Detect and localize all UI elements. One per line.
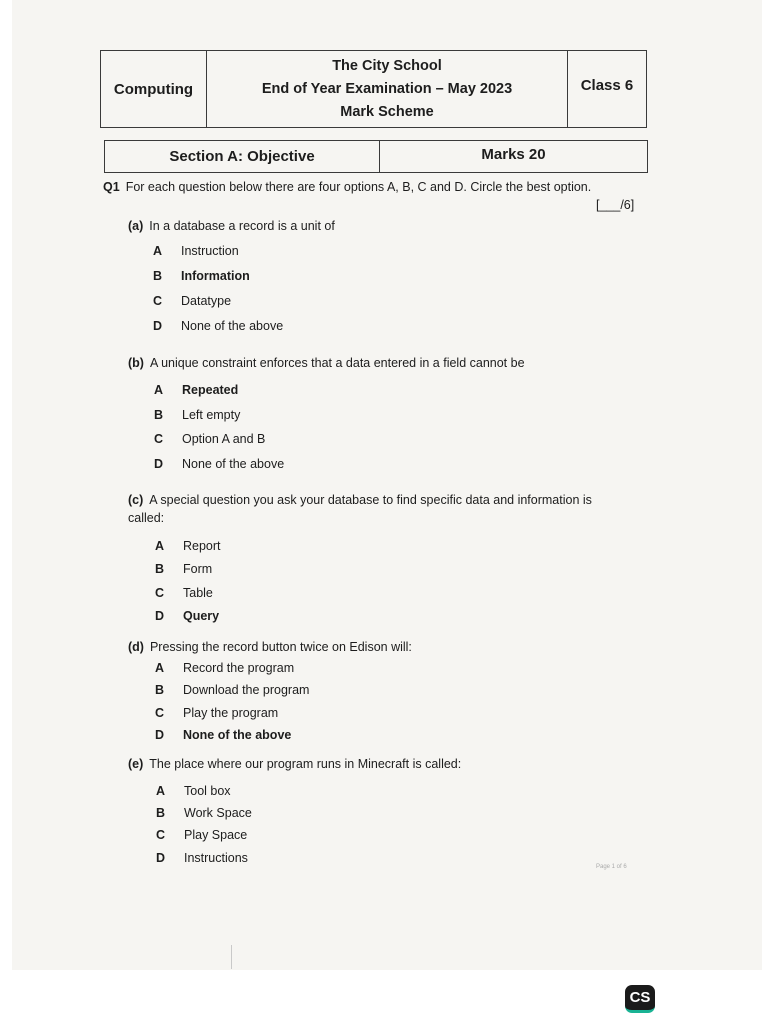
option-text: Play the program bbox=[183, 706, 279, 720]
option-letter: C bbox=[155, 586, 165, 600]
option-text: None of the above bbox=[183, 728, 292, 742]
school-name: The City School bbox=[332, 57, 442, 74]
option-e-b bbox=[156, 806, 252, 820]
question-e-label: (e) bbox=[128, 757, 144, 771]
option-letter: C bbox=[155, 706, 165, 720]
question-c bbox=[128, 491, 648, 527]
option-letter: A bbox=[155, 661, 165, 675]
question-d-text: Pressing the record button twice on Edison will: bbox=[149, 640, 412, 654]
option-a-d bbox=[153, 319, 283, 333]
option-text: Tool box bbox=[184, 784, 231, 798]
option-text: None of the above bbox=[182, 457, 285, 471]
subject-cell: Computing bbox=[101, 51, 207, 127]
option-text: Download the program bbox=[183, 683, 310, 697]
option-letter: A bbox=[154, 383, 164, 397]
option-text: Instruction bbox=[181, 244, 239, 258]
option-letter: D bbox=[154, 457, 164, 471]
option-letter: D bbox=[153, 319, 163, 333]
section-marks: Marks 20 bbox=[481, 146, 546, 163]
question-a-label: (a) bbox=[128, 219, 144, 233]
option-e-d bbox=[156, 851, 248, 865]
option-a-a bbox=[153, 244, 239, 258]
option-text: Instructions bbox=[184, 851, 248, 865]
section-table bbox=[104, 140, 648, 173]
question-d-label: (d) bbox=[128, 640, 144, 654]
question-b-label: (b) bbox=[128, 356, 144, 370]
option-text: None of the above bbox=[181, 319, 284, 333]
option-letter: A bbox=[155, 539, 165, 553]
option-c-c bbox=[155, 586, 213, 600]
option-letter: C bbox=[154, 432, 164, 446]
option-letter: C bbox=[153, 294, 163, 308]
option-text: Record the program bbox=[183, 661, 295, 675]
option-text: Query bbox=[183, 609, 220, 623]
question-b bbox=[128, 356, 525, 370]
question-a bbox=[128, 219, 335, 233]
question-e-text: The place where our program runs in Minecraft is called: bbox=[149, 757, 462, 771]
option-letter: A bbox=[153, 244, 163, 258]
question-d bbox=[128, 640, 412, 654]
option-text: Play Space bbox=[184, 828, 248, 842]
option-c-a bbox=[155, 539, 221, 553]
option-a-c bbox=[153, 294, 231, 308]
document-type: Mark Scheme bbox=[340, 103, 434, 120]
option-d-d-correct bbox=[155, 728, 291, 742]
title-cell bbox=[207, 51, 568, 127]
question-1-label: Q1 bbox=[103, 180, 120, 194]
question-1-marks: [___/6] bbox=[596, 198, 635, 212]
question-b-text: A unique constraint enforces that a data entered in a field cannot be bbox=[149, 356, 525, 370]
question-c-text-line2: called: bbox=[128, 511, 165, 525]
option-letter: B bbox=[155, 562, 165, 576]
camscanner-logo-icon: CS bbox=[625, 985, 655, 1013]
option-text: Table bbox=[183, 586, 213, 600]
question-1-instruction bbox=[103, 180, 591, 194]
question-e bbox=[128, 757, 461, 771]
question-c-text: A special question you ask your database to find specific data and information is bbox=[149, 493, 592, 507]
option-letter: A bbox=[156, 784, 166, 798]
option-a-b-correct bbox=[153, 269, 250, 283]
option-e-a bbox=[156, 784, 231, 798]
option-b-d bbox=[154, 457, 284, 471]
option-text: Report bbox=[183, 539, 221, 553]
option-letter: B bbox=[156, 806, 166, 820]
option-text: Form bbox=[183, 562, 213, 576]
question-a-text: In a database a record is a unit of bbox=[149, 219, 335, 233]
option-c-b bbox=[155, 562, 212, 576]
option-text: Datatype bbox=[181, 294, 232, 308]
option-text: Information bbox=[181, 269, 250, 283]
option-letter: D bbox=[156, 851, 166, 865]
option-b-c bbox=[154, 432, 265, 446]
exam-title: End of Year Examination – May 2023 bbox=[261, 80, 513, 97]
option-letter: D bbox=[155, 609, 165, 623]
option-text: Work Space bbox=[184, 806, 252, 820]
class-cell: Class 6 bbox=[580, 77, 634, 94]
question-c-label: (c) bbox=[128, 493, 144, 507]
option-letter: C bbox=[156, 828, 166, 842]
option-b-b bbox=[154, 408, 240, 422]
option-e-c bbox=[156, 828, 247, 842]
option-letter: B bbox=[155, 683, 165, 697]
question-1-text: For each question below there are four options A, B, C and D. Circle the best option. bbox=[125, 180, 592, 194]
option-text: Repeated bbox=[182, 383, 239, 397]
option-text: Option A and B bbox=[182, 432, 266, 446]
option-d-b bbox=[155, 683, 309, 697]
page-number: Page 1 of 6 bbox=[596, 864, 627, 870]
option-letter: B bbox=[154, 408, 164, 422]
header-table bbox=[100, 50, 647, 128]
option-text: Left empty bbox=[182, 408, 241, 422]
option-b-a-correct bbox=[154, 383, 238, 397]
option-d-c bbox=[155, 706, 278, 720]
section-title: Section A: Objective bbox=[105, 141, 380, 172]
option-c-d-correct bbox=[155, 609, 219, 623]
pen-mark bbox=[231, 945, 232, 969]
option-d-a bbox=[155, 661, 294, 675]
option-letter: B bbox=[153, 269, 163, 283]
option-letter: D bbox=[155, 728, 165, 742]
